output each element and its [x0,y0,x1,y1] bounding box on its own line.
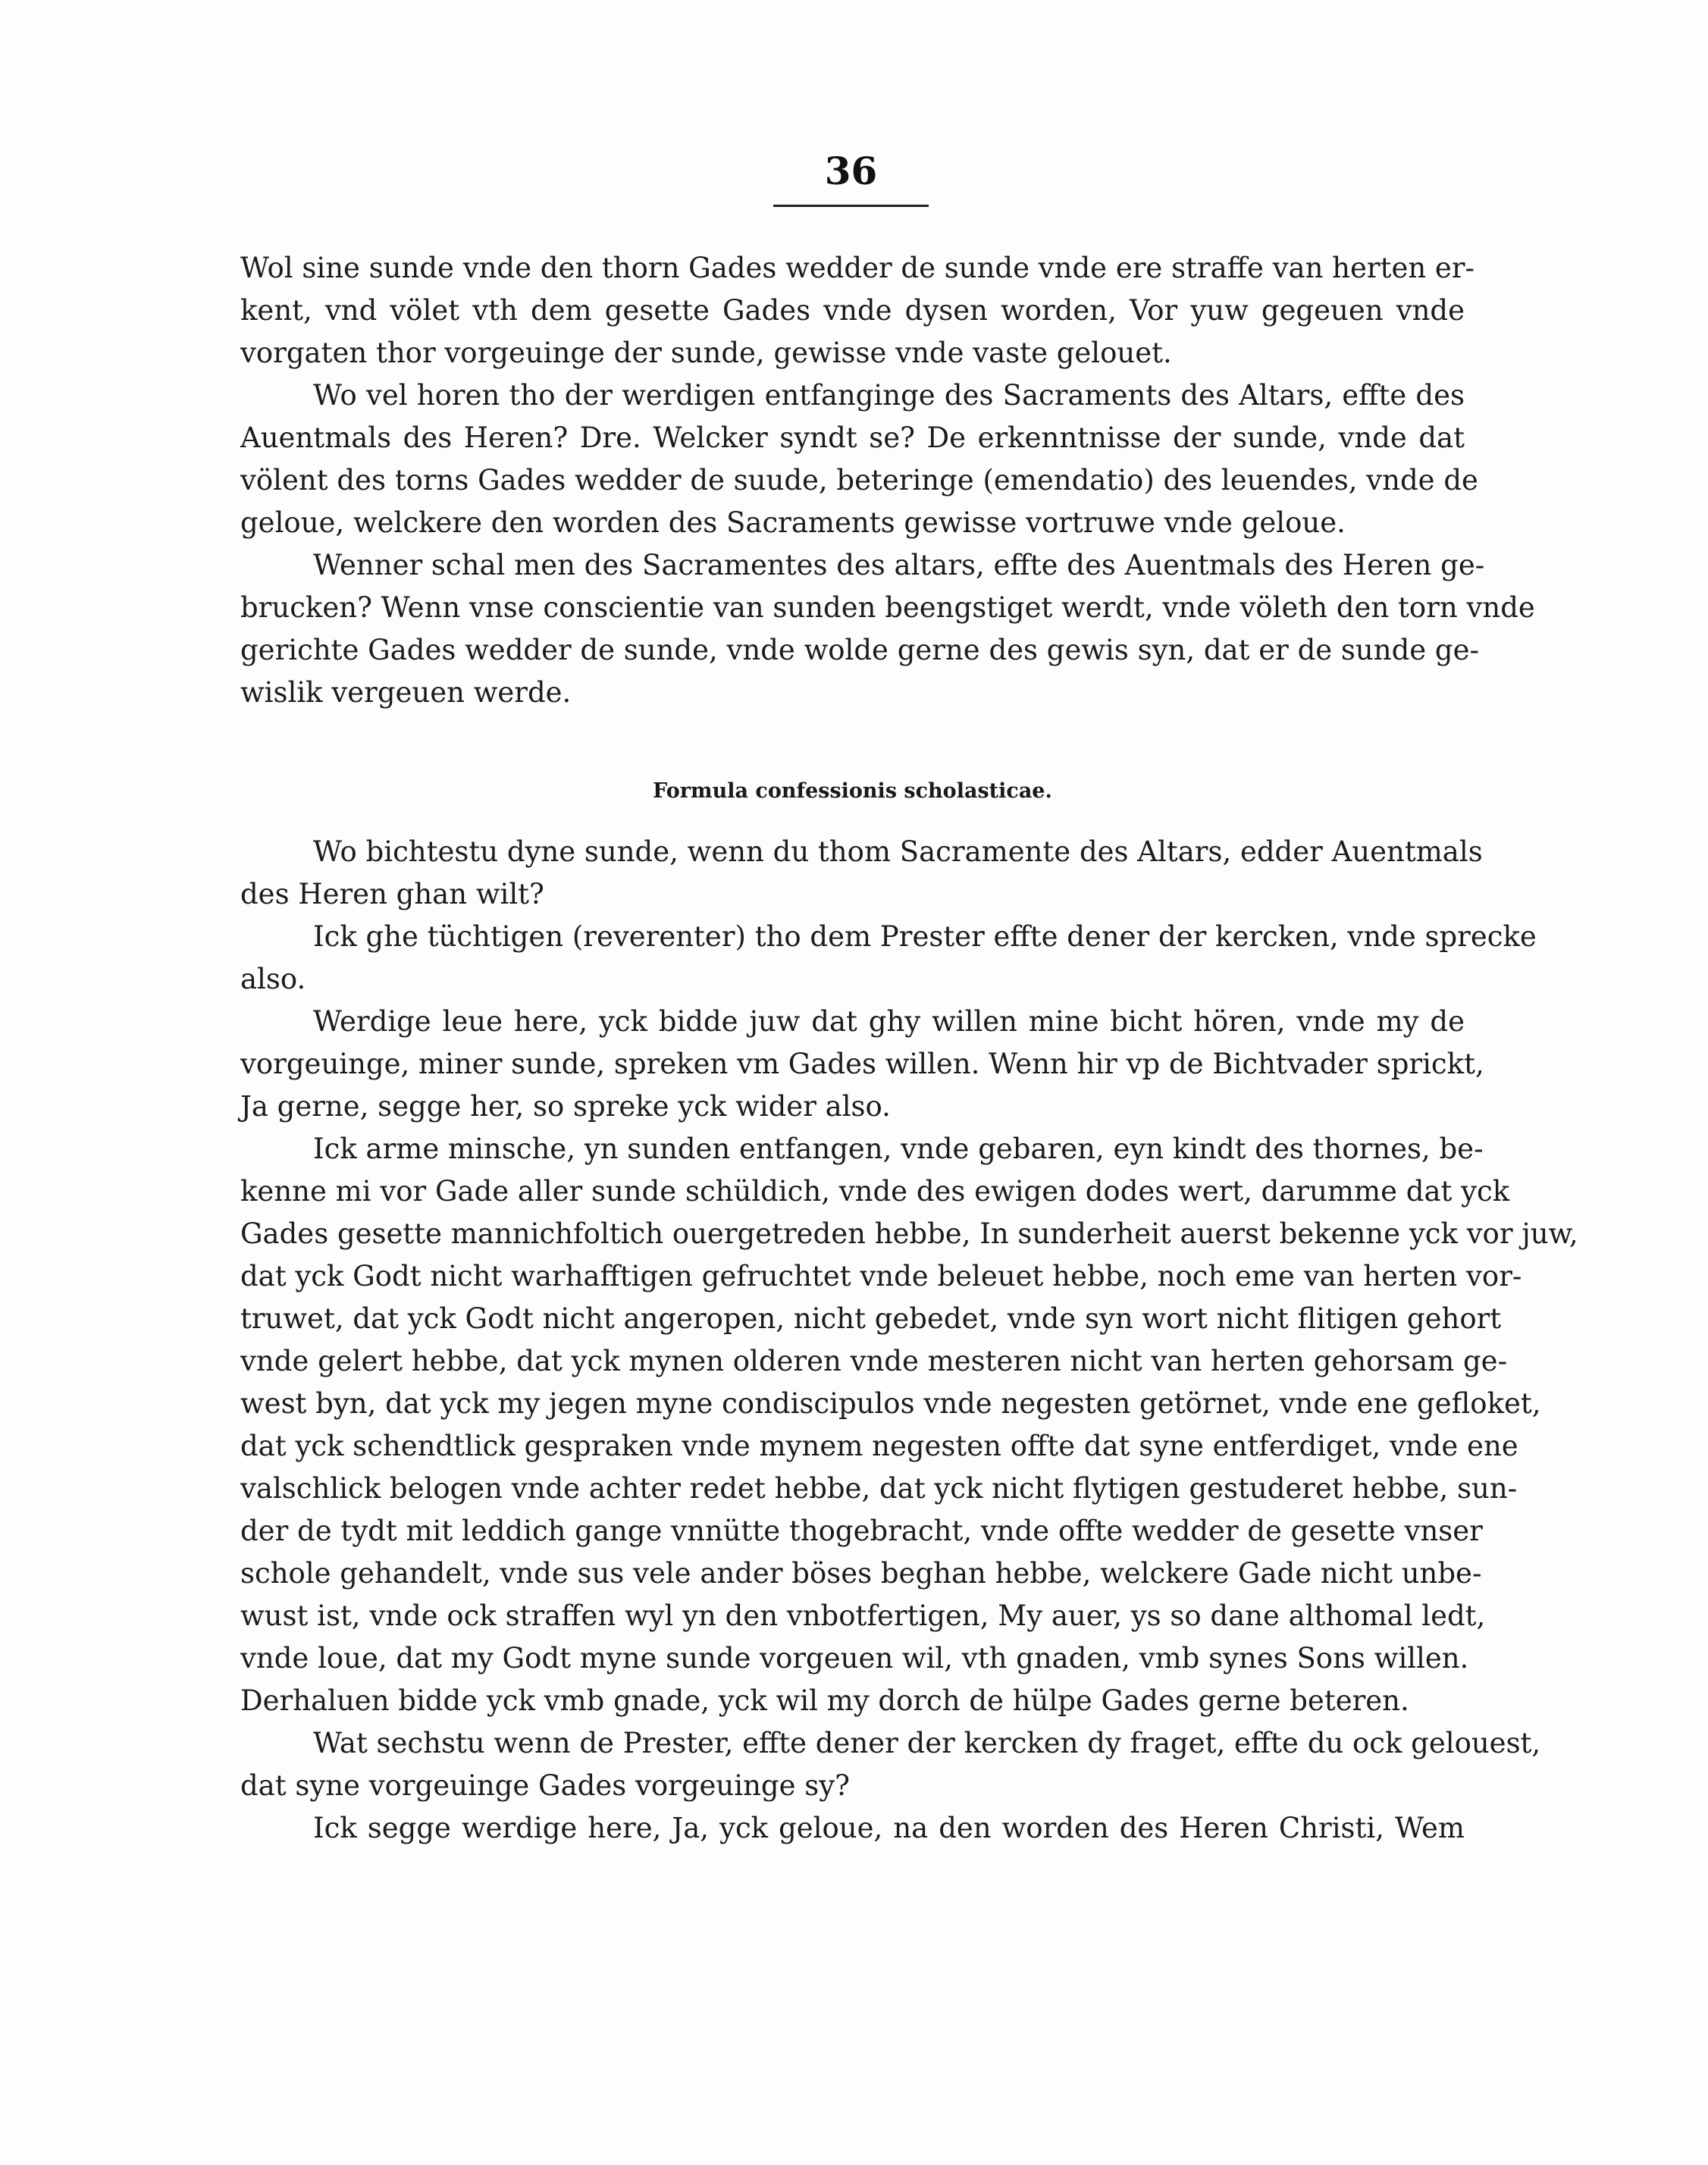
text-line: vnde gelert hebbe, dat yck mynen olderen vnde mesteren nicht van herten gehorsam ge- [240,1345,1508,1377]
text-line: Auentmals des Heren? Dre. Welcker syndt se? De erkenntnisse der sunde, vnde dat [240,421,1465,454]
section-heading: Formula confessionis scholasticae. [653,779,1052,803]
text-line: Wol sine sunde vnde den thorn Gades wedder de sunde vnde ere straffe van herten er- [240,252,1475,284]
text-line: dat yck schendtlick gespraken vnde mynem negesten offte dat syne entferdiget, vnde ene [240,1430,1518,1462]
text-line: Gades gesette mannichfoltich ouergetreden hebbe, In sunderheit auerst bekenne yck vor juw, [240,1217,1578,1250]
text-line: wust ist, vnde ock straffen wyl yn den vnbotfertigen, My auer, ys so dane althomal ledt, [240,1599,1486,1632]
page-number: 36 [824,149,878,193]
text-line: kent, vnd völet vth dem gesette Gades vnde dysen worden, Vor yuw gegeuen vnde [240,294,1465,327]
text-line: wislik vergeuen werde. [240,676,572,709]
text-line: brucken? Wenn vnse conscientie van sunden beengstiget werdt, vnde völeth den torn vnde [240,591,1535,624]
text-line: dat syne vorgeuinge Gades vorgeuinge sy? [240,1769,850,1802]
text-line: Ick segge werdige here, Ja, yck geloue, na den worden des Heren Christi, Wem [313,1812,1465,1844]
text-line: dat yck Godt nicht warhafftigen gefruchtet vnde beleuet hebbe, noch eme van herten vor- [240,1260,1522,1292]
text-line: Ick arme minsche, yn sunden entfangen, vnde gebaren, eyn kindt des thornes, be- [313,1133,1484,1165]
text-line: schole gehandelt, vnde sus vele ander böses beghan hebbe, welckere Gade nicht unbe- [240,1557,1482,1590]
text-line: des Heren ghan wilt? [240,878,544,910]
text-line: Wenner schal men des Sacramentes des altars, effte des Auentmals des Heren ge- [313,549,1485,581]
text-line: Wo bichtestu dyne sunde, wenn du thom Sacramente des Altars, edder Auentmals [313,835,1483,868]
body-section-2 [240,831,1578,1850]
text-line: Wat sechstu wenn de Prester, effte dener der kercken dy fraget, effte du ock gelouest, [313,1727,1541,1759]
text-line: geloue, welckere den worden des Sacraments gewisse vortruwe vnde geloue. [240,506,1346,539]
text-line: vorgeuinge, miner sunde, spreken vm Gades willen. Wenn hir vp de Bichtvader sprickt, [240,1048,1484,1080]
text-line: vnde loue, dat my Godt myne sunde vorgeuen wil, vth gnaden, vmb synes Sons willen. [240,1642,1469,1675]
text-line: valschlick belogen vnde achter redet hebbe, dat yck nicht flytigen gestuderet hebbe, sun- [240,1472,1518,1505]
text-line: vorgaten thor vorgeuinge der sunde, gewisse vnde vaste gelouet. [240,337,1172,369]
text-line: Ja gerne, segge her, so spreke yck wider also. [240,1090,891,1123]
text-line: Werdige leue here, yck bidde juw dat ghy willen mine bicht hören, vnde my de [313,1005,1465,1038]
text-line: völent des torns Gades wedder de suude, beteringe (emendatio) des leuendes, vnde de [240,464,1478,497]
text-line: west byn, dat yck my jegen myne condiscipulos vnde negesten getörnet, vnde ene gefloket, [240,1387,1541,1420]
body-section-1 [240,247,1535,714]
text-line: der de tydt mit leddich gange vnnütte thogebracht, vnde offte wedder de gesette vnser [240,1515,1483,1547]
text-line: Ick ghe tüchtigen (reverenter) tho dem Prester effte dener der kercken, vnde sprecke [313,920,1537,953]
text-line: gerichte Gades wedder de sunde, vnde wolde gerne des gewis syn, dat er de sunde ge- [240,634,1479,666]
text-line: also. [240,963,306,995]
text-line: Derhaluen bidde yck vmb gnade, yck wil my dorch de hülpe Gades gerne beteren. [240,1684,1409,1717]
text-line: kenne mi vor Gade aller sunde schüldich, vnde des ewigen dodes wert, darumme dat yck [240,1175,1510,1208]
text-line: truwet, dat yck Godt nicht angeropen, nicht gebedet, vnde syn wort nicht flitigen gehort [240,1302,1502,1335]
text-line: Wo vel horen tho der werdigen entfanginge des Sacraments des Altars, effte des [313,379,1465,412]
page-number-rule [773,205,929,207]
